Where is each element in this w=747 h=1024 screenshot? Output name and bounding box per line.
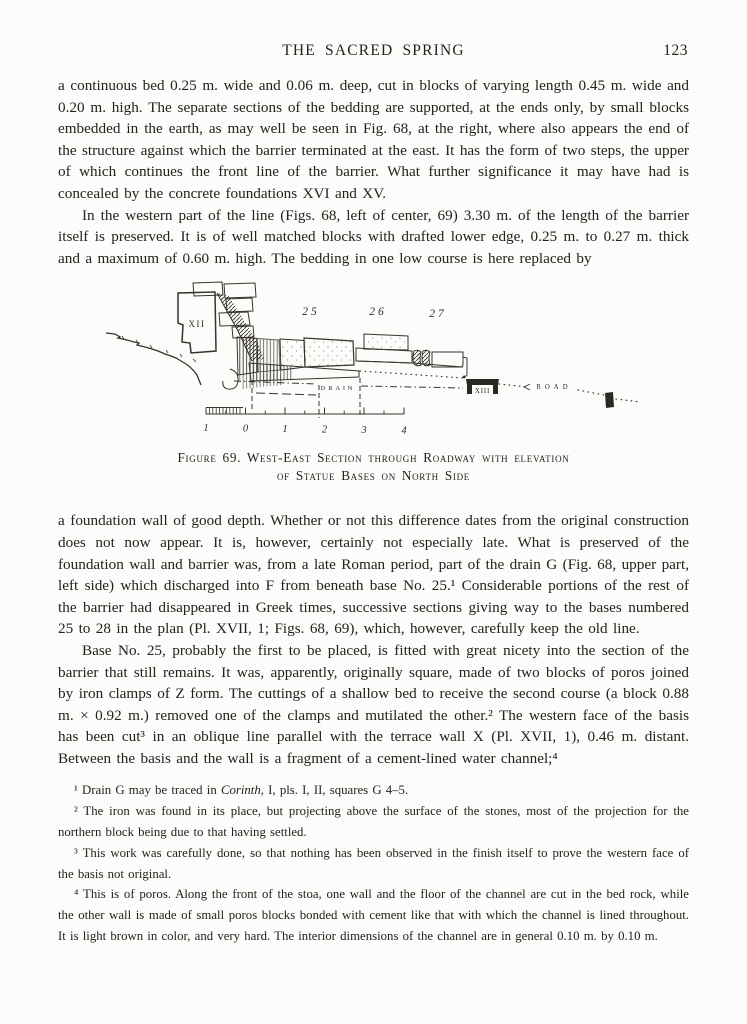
text-block	[0, 75, 747, 769]
figure-caption	[58, 449, 689, 484]
paragraph-2: In the western part of the line (Figs. 68, left of center, 69) 3.30 m. of the length of the barrier itself is preserved. It is of well matched blocks with drafted lower edge, 0.25 m. to 0.27 m. thick and a maximum of 0.60 m. high. The bedding in one low course is here replaced by	[58, 206, 689, 267]
label-wall-xiii: XIII	[474, 387, 491, 396]
figure-caption-line2: of Statue Bases on North Side	[276, 467, 470, 483]
footnote-1-italic: Corinth	[220, 783, 261, 798]
footnote-1-text: ¹ Drain G may be traced in	[74, 783, 221, 798]
scale-tick-label: 3	[361, 425, 367, 437]
section-drawing	[92, 281, 672, 441]
label-road: ROAD	[536, 384, 572, 392]
road-end-block	[605, 392, 614, 408]
label-base-26: 26	[369, 306, 387, 319]
footnote-2: ² The iron was found in its place, but projecting above the surface of the stones, most of the projection for the northern block being due to that having settled.	[58, 804, 689, 840]
ground-line	[106, 333, 201, 385]
label-drain: DRAIN	[320, 385, 356, 393]
scale-tick-label: 1	[282, 424, 288, 436]
figure-69	[58, 281, 689, 484]
footnote-1-tail: , I, pls. I, II, squares G 4–5.	[260, 783, 409, 798]
scale-numerals	[203, 423, 407, 437]
label-base-25: 25	[302, 306, 320, 319]
figure-caption-line1: Figure 69. West-East Section through Roadway with elevation	[177, 450, 570, 466]
drawing-strokes	[106, 282, 640, 418]
scale-tick-label: 1	[203, 423, 209, 435]
page-header	[0, 0, 747, 60]
scale-tick-label: 0	[242, 423, 249, 435]
scale-tick-label: 4	[401, 425, 407, 437]
footnote-3: ³ This work was carefully done, so that nothing has been observed in the finish itself to prove the western face of the basis not original.	[58, 845, 689, 881]
page-number: 123	[663, 42, 688, 59]
footnote-1	[58, 780, 689, 801]
paragraph-1: a continuous bed 0.25 m. wide and 0.06 m. deep, cut in blocks of varying length 0.45 m. wide and 0.20 m. high. The separate sections of the bedding are supported, at the ends only, by small blocks embedded in the earth, as may well be seen in Fig. 68, at the right, where also appears the end of the structure against which the barrier terminated at the east. It has the form of two steps, the upper of which continues the front line of the barrier. What further significance it may have had is concealed by the concrete foundations XVI and XV.	[58, 77, 689, 202]
running-title: THE SACRED SPRING	[282, 42, 465, 59]
label-base-27: 27	[429, 308, 447, 321]
paragraph-3: a foundation wall of good depth. Whether or not this difference dates from the original construction does not now appear. It is, however, certainly not especially late. What is preserved of the foundation wall and barrier was, from a late Roman period, part of the drain G (Fig. 68, upper part, left side) which discharged into F from beneath base No. 25.¹ Considerable portions of the rest of the barrier had disappeared in Greek times, successive sections giving way to the bases numbered 25 to 28 in the plan (Pl. XVII, 1; Figs. 68, 69), which, however, carefully keep the old line.	[58, 512, 689, 638]
footnote-4: ⁴ This is of poros. Along the front of the stoa, one wall and the floor of the channel are cut in the bed rock, while the other wall is made of small poros blocks bonded with cement like that with which the channel is lined throughout. It is light brown in color, and very hard. The interior dimensions of the channel are in general 0.10 m. by 0.10 m.	[58, 887, 689, 944]
label-wall-xii: XII	[188, 319, 206, 330]
scale-bar	[206, 408, 404, 415]
footnotes	[0, 780, 747, 946]
paragraph-4: Base No. 25, probably the first to be placed, is fitted with great nicety into the section of the barrier that still remains. It was, apparently, originally square, made of two blocks of poros joined by iron clamps of Z form. The cuttings of a shallow bed to receive the second course (a block 0.88 m. × 0.92 m.) removed one of the clamps and mutilated the other.² The western face of the basis has been cut³ in an oblique line parallel with the terrace wall X (Pl. XVII, 1), 0.46 m. distant. Between the basis and the wall is a fragment of a cement-lined water channel;⁴	[58, 641, 689, 767]
scale-tick-label: 2	[321, 424, 328, 436]
